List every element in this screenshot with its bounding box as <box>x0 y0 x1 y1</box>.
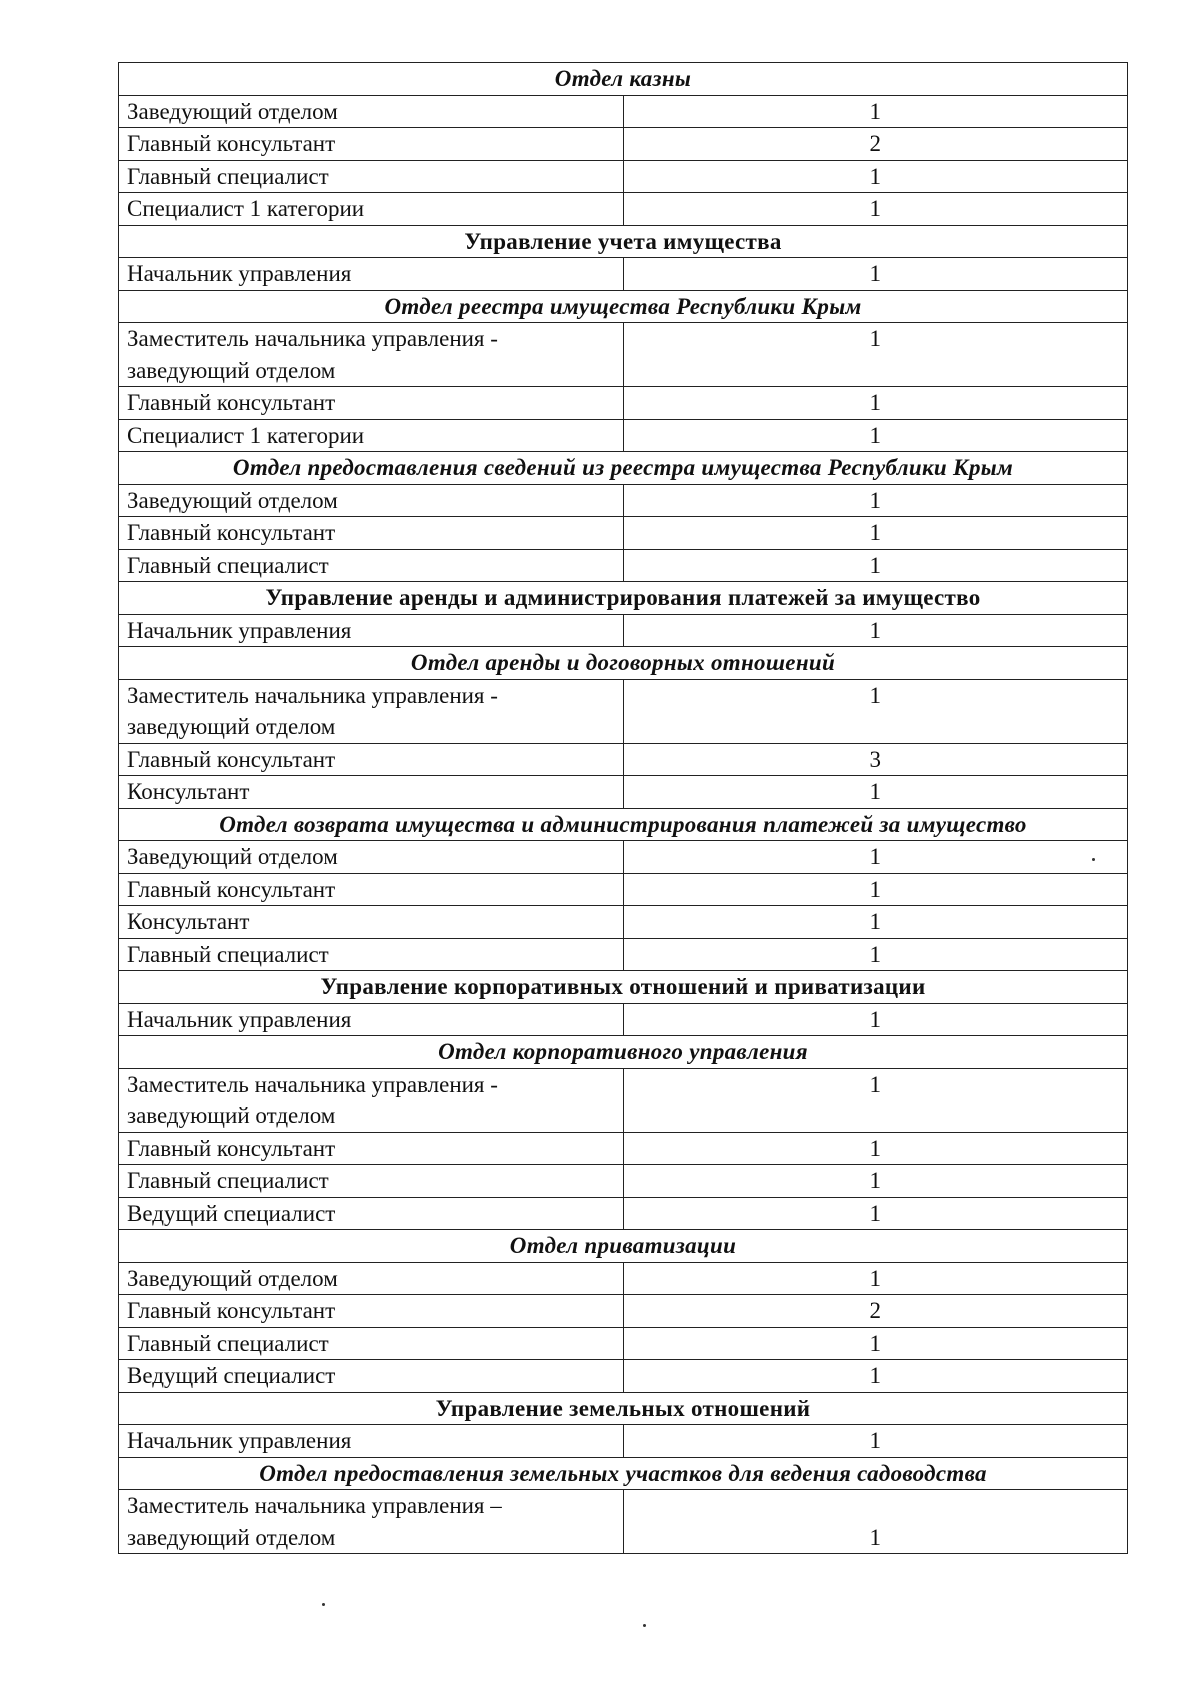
department-title: Отдел корпоративного управления <box>119 1036 1128 1069</box>
position-title: Главный консультант <box>119 873 624 906</box>
position-title: Заведующий отделом <box>119 841 624 874</box>
table-row <box>119 517 1128 550</box>
department-title: Отдел возврата имущества и администрирования платежей за имущество <box>119 808 1128 841</box>
department-title: Отдел аренды и договорных отношений <box>119 647 1128 680</box>
position-count: 1 <box>623 938 1128 971</box>
position-count: 1 <box>623 1197 1128 1230</box>
position-title: Главный консультант <box>119 1132 624 1165</box>
table-row <box>119 906 1128 939</box>
department-header-row <box>119 1036 1128 1069</box>
table-row <box>119 1197 1128 1230</box>
position-count: 1 <box>623 841 1128 874</box>
position-count: 1 <box>623 614 1128 647</box>
division-title: Управление земельных отношений <box>119 1392 1128 1425</box>
position-count: 1 <box>623 1068 1128 1132</box>
table-row <box>119 1360 1128 1393</box>
position-title: Заведующий отделом <box>119 95 624 128</box>
position-count: 1 <box>623 1165 1128 1198</box>
table-row <box>119 1132 1128 1165</box>
table-row <box>119 776 1128 809</box>
scan-speck <box>643 1624 646 1627</box>
position-count: 1 <box>623 1003 1128 1036</box>
table-row <box>119 1490 1128 1554</box>
department-header-row <box>119 452 1128 485</box>
table-row <box>119 484 1128 517</box>
position-title: Главный специалист <box>119 938 624 971</box>
position-count: 1 <box>623 776 1128 809</box>
position-title: Главный консультант <box>119 1295 624 1328</box>
department-header-row <box>119 647 1128 680</box>
position-title: Главный специалист <box>119 549 624 582</box>
division-title: Управление аренды и администрирования платежей за имущество <box>119 582 1128 615</box>
position-title: Главный консультант <box>119 743 624 776</box>
division-header-row <box>119 225 1128 258</box>
table-row <box>119 1003 1128 1036</box>
position-title: Заместитель начальника управления – заведующий отделом <box>119 1490 624 1554</box>
position-title: Начальник управления <box>119 258 624 291</box>
position-count: 1 <box>623 160 1128 193</box>
division-title: Управление корпоративных отношений и приватизации <box>119 971 1128 1004</box>
department-header-row <box>119 808 1128 841</box>
table-row <box>119 614 1128 647</box>
position-count: 1 <box>623 193 1128 226</box>
position-count: 1 <box>623 1327 1128 1360</box>
table-row <box>119 258 1128 291</box>
position-count: 1 <box>623 679 1128 743</box>
department-title: Отдел приватизации <box>119 1230 1128 1263</box>
department-header-row <box>119 290 1128 323</box>
department-header-row <box>119 1457 1128 1490</box>
table-row <box>119 1327 1128 1360</box>
table-row <box>119 1262 1128 1295</box>
position-title: Заместитель начальника управления - заведующий отделом <box>119 323 624 387</box>
position-count: 1 <box>623 1360 1128 1393</box>
table-row <box>119 743 1128 776</box>
table-row <box>119 1295 1128 1328</box>
position-count: 1 <box>623 517 1128 550</box>
division-title: Управление учета имущества <box>119 225 1128 258</box>
position-title: Начальник управления <box>119 614 624 647</box>
staffing-table-body <box>119 63 1128 1554</box>
position-count: 2 <box>623 1295 1128 1328</box>
position-count: 1 <box>623 1490 1128 1554</box>
position-title: Консультант <box>119 906 624 939</box>
table-row <box>119 128 1128 161</box>
table-row <box>119 549 1128 582</box>
position-count: 1 <box>623 1262 1128 1295</box>
position-title: Ведущий специалист <box>119 1197 624 1230</box>
table-row <box>119 841 1128 874</box>
position-title: Начальник управления <box>119 1003 624 1036</box>
position-count: 1 <box>623 549 1128 582</box>
division-header-row <box>119 971 1128 1004</box>
position-count: 3 <box>623 743 1128 776</box>
position-count: 1 <box>623 873 1128 906</box>
position-title: Заведующий отделом <box>119 1262 624 1295</box>
table-row <box>119 160 1128 193</box>
table-row <box>119 323 1128 387</box>
table-row <box>119 193 1128 226</box>
department-title: Отдел казны <box>119 63 1128 96</box>
position-title: Начальник управления <box>119 1425 624 1458</box>
department-title: Отдел реестра имущества Республики Крым <box>119 290 1128 323</box>
table-row <box>119 419 1128 452</box>
table-row <box>119 1165 1128 1198</box>
position-title: Главный консультант <box>119 387 624 420</box>
division-header-row <box>119 582 1128 615</box>
position-title: Заместитель начальника управления - заведующий отделом <box>119 1068 624 1132</box>
department-header-row <box>119 1230 1128 1263</box>
table-row <box>119 1425 1128 1458</box>
table-row <box>119 679 1128 743</box>
position-count: 1 <box>623 419 1128 452</box>
position-count: 1 <box>623 906 1128 939</box>
position-title: Специалист 1 категории <box>119 419 624 452</box>
staffing-table <box>118 62 1128 1554</box>
position-title: Заведующий отделом <box>119 484 624 517</box>
position-title: Специалист 1 категории <box>119 193 624 226</box>
position-count: 1 <box>623 323 1128 387</box>
position-count: 1 <box>623 1425 1128 1458</box>
position-title: Главный консультант <box>119 128 624 161</box>
department-header-row <box>119 63 1128 96</box>
position-title: Ведущий специалист <box>119 1360 624 1393</box>
position-count: 2 <box>623 128 1128 161</box>
table-row <box>119 1068 1128 1132</box>
table-row <box>119 873 1128 906</box>
table-row <box>119 387 1128 420</box>
position-count: 1 <box>623 387 1128 420</box>
table-row <box>119 95 1128 128</box>
scan-speck <box>1092 858 1095 861</box>
position-title: Главный консультант <box>119 517 624 550</box>
scan-speck <box>322 1603 325 1606</box>
department-title: Отдел предоставления сведений из реестра имущества Республики Крым <box>119 452 1128 485</box>
position-count: 1 <box>623 1132 1128 1165</box>
position-count: 1 <box>623 258 1128 291</box>
division-header-row <box>119 1392 1128 1425</box>
position-title: Заместитель начальника управления - заведующий отделом <box>119 679 624 743</box>
position-title: Главный специалист <box>119 1165 624 1198</box>
position-count: 1 <box>623 95 1128 128</box>
position-title: Главный специалист <box>119 1327 624 1360</box>
position-title: Главный специалист <box>119 160 624 193</box>
department-title: Отдел предоставления земельных участков для ведения садоводства <box>119 1457 1128 1490</box>
table-row <box>119 938 1128 971</box>
position-count: 1 <box>623 484 1128 517</box>
position-title: Консультант <box>119 776 624 809</box>
